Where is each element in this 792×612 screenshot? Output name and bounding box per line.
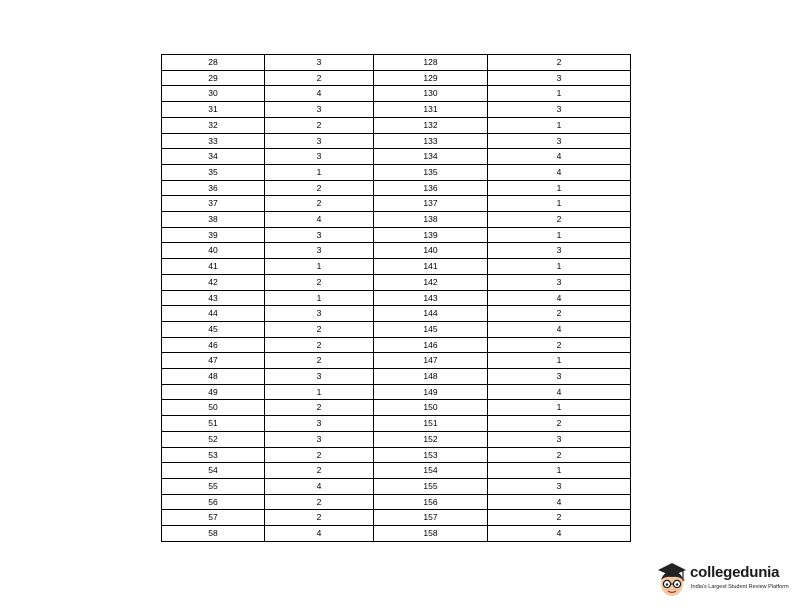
table-cell: 3 — [488, 274, 631, 290]
table-row — [162, 274, 631, 290]
table-cell: 3 — [488, 70, 631, 86]
table-row — [162, 353, 631, 369]
table-row — [162, 70, 631, 86]
table-cell: 2 — [265, 196, 374, 212]
table-cell: 142 — [374, 274, 488, 290]
table-cell: 4 — [265, 478, 374, 494]
table-cell: 29 — [162, 70, 265, 86]
table-cell: 2 — [265, 400, 374, 416]
table-cell: 1 — [265, 164, 374, 180]
table-cell: 36 — [162, 180, 265, 196]
table-row — [162, 102, 631, 118]
table-cell: 4 — [265, 526, 374, 542]
table-row — [162, 369, 631, 385]
table-cell: 3 — [488, 133, 631, 149]
table-cell: 1 — [488, 227, 631, 243]
table-cell: 1 — [265, 290, 374, 306]
table-cell: 133 — [374, 133, 488, 149]
table-cell: 43 — [162, 290, 265, 306]
table-cell: 151 — [374, 416, 488, 432]
table-cell: 54 — [162, 463, 265, 479]
table-cell: 1 — [265, 384, 374, 400]
table-row — [162, 510, 631, 526]
table-cell: 3 — [265, 416, 374, 432]
table-cell: 31 — [162, 102, 265, 118]
table-cell: 2 — [265, 70, 374, 86]
table-cell: 4 — [265, 212, 374, 228]
table-cell: 141 — [374, 259, 488, 275]
table-cell: 138 — [374, 212, 488, 228]
table-row — [162, 117, 631, 133]
table-cell: 149 — [374, 384, 488, 400]
logo-tagline: India's Largest Student Review Platform — [691, 584, 789, 590]
table-cell: 154 — [374, 463, 488, 479]
table-cell: 34 — [162, 149, 265, 165]
table-row — [162, 494, 631, 510]
table-cell: 134 — [374, 149, 488, 165]
table-cell: 44 — [162, 306, 265, 322]
table-cell: 33 — [162, 133, 265, 149]
table-row — [162, 55, 631, 71]
table-cell: 53 — [162, 447, 265, 463]
table-cell: 3 — [265, 227, 374, 243]
table-cell: 41 — [162, 259, 265, 275]
table-row — [162, 431, 631, 447]
table-cell: 135 — [374, 164, 488, 180]
table-cell: 51 — [162, 416, 265, 432]
table-cell: 2 — [488, 212, 631, 228]
table-cell: 3 — [265, 306, 374, 322]
table-cell: 37 — [162, 196, 265, 212]
table-cell: 52 — [162, 431, 265, 447]
table-cell: 56 — [162, 494, 265, 510]
table-row — [162, 416, 631, 432]
table-cell: 1 — [488, 400, 631, 416]
table-cell: 1 — [265, 259, 374, 275]
table-cell: 3 — [488, 243, 631, 259]
table-cell: 3 — [265, 431, 374, 447]
table-cell: 158 — [374, 526, 488, 542]
table-cell: 4 — [488, 321, 631, 337]
table-cell: 157 — [374, 510, 488, 526]
table-row — [162, 526, 631, 542]
table-cell: 2 — [265, 337, 374, 353]
table-cell: 152 — [374, 431, 488, 447]
table-row — [162, 149, 631, 165]
table-cell: 39 — [162, 227, 265, 243]
table-cell: 148 — [374, 369, 488, 385]
table-cell: 2 — [265, 274, 374, 290]
table-cell: 45 — [162, 321, 265, 337]
table-cell: 3 — [265, 55, 374, 71]
answer-key-table — [161, 54, 631, 542]
table-cell: 3 — [265, 369, 374, 385]
table-cell: 2 — [488, 306, 631, 322]
table-cell: 3 — [488, 102, 631, 118]
table-cell: 4 — [488, 164, 631, 180]
table-cell: 32 — [162, 117, 265, 133]
table-cell: 30 — [162, 86, 265, 102]
table-cell: 144 — [374, 306, 488, 322]
table-cell: 3 — [265, 102, 374, 118]
table-cell: 50 — [162, 400, 265, 416]
table-row — [162, 321, 631, 337]
table-row — [162, 164, 631, 180]
table-cell: 1 — [488, 117, 631, 133]
table-cell: 4 — [488, 290, 631, 306]
table-cell: 3 — [488, 478, 631, 494]
table-cell: 4 — [488, 494, 631, 510]
table-cell: 2 — [265, 463, 374, 479]
table-row — [162, 196, 631, 212]
table-row — [162, 133, 631, 149]
table-cell: 2 — [265, 510, 374, 526]
table-cell: 150 — [374, 400, 488, 416]
table-cell: 139 — [374, 227, 488, 243]
table-cell: 3 — [265, 243, 374, 259]
table-cell: 3 — [265, 133, 374, 149]
table-cell: 58 — [162, 526, 265, 542]
table-cell: 2 — [488, 416, 631, 432]
table-row — [162, 337, 631, 353]
table-cell: 35 — [162, 164, 265, 180]
table-cell: 1 — [488, 463, 631, 479]
table-cell: 1 — [488, 180, 631, 196]
table-cell: 145 — [374, 321, 488, 337]
table-cell: 2 — [265, 180, 374, 196]
table-cell: 2 — [265, 447, 374, 463]
table-cell: 1 — [488, 259, 631, 275]
table-cell: 147 — [374, 353, 488, 369]
table-cell: 155 — [374, 478, 488, 494]
table-cell: 2 — [488, 447, 631, 463]
table-cell: 128 — [374, 55, 488, 71]
table-cell: 2 — [488, 55, 631, 71]
table-cell: 2 — [488, 510, 631, 526]
table-cell: 4 — [265, 86, 374, 102]
table-cell: 156 — [374, 494, 488, 510]
table-cell: 140 — [374, 243, 488, 259]
mascot-icon — [654, 560, 690, 600]
table-cell: 131 — [374, 102, 488, 118]
table-cell: 129 — [374, 70, 488, 86]
table-row — [162, 259, 631, 275]
table-cell: 1 — [488, 196, 631, 212]
table-cell: 4 — [488, 384, 631, 400]
table-row — [162, 384, 631, 400]
table-cell: 57 — [162, 510, 265, 526]
table-row — [162, 447, 631, 463]
table-cell: 48 — [162, 369, 265, 385]
table-cell: 2 — [488, 337, 631, 353]
table-cell: 2 — [265, 494, 374, 510]
table-cell: 143 — [374, 290, 488, 306]
table-row — [162, 227, 631, 243]
table-cell: 3 — [488, 431, 631, 447]
table-row — [162, 212, 631, 228]
table-cell: 2 — [265, 353, 374, 369]
logo-wordmark: collegedunia — [690, 564, 780, 581]
collegedunia-logo — [654, 560, 789, 600]
table-row — [162, 400, 631, 416]
table-cell: 146 — [374, 337, 488, 353]
table-row — [162, 478, 631, 494]
table-cell: 132 — [374, 117, 488, 133]
table-cell: 1 — [488, 86, 631, 102]
table-row — [162, 243, 631, 259]
table-row — [162, 463, 631, 479]
table-row — [162, 290, 631, 306]
table-cell: 2 — [265, 321, 374, 337]
table-cell: 3 — [488, 369, 631, 385]
table-cell: 55 — [162, 478, 265, 494]
table-row — [162, 180, 631, 196]
table-row — [162, 306, 631, 322]
table-cell: 4 — [488, 526, 631, 542]
table-cell: 40 — [162, 243, 265, 259]
table-cell: 4 — [488, 149, 631, 165]
table-cell: 47 — [162, 353, 265, 369]
answer-key-body — [162, 55, 631, 542]
table-cell: 28 — [162, 55, 265, 71]
table-cell: 136 — [374, 180, 488, 196]
table-cell: 2 — [265, 117, 374, 133]
table-cell: 153 — [374, 447, 488, 463]
table-cell: 42 — [162, 274, 265, 290]
table-cell: 130 — [374, 86, 488, 102]
table-cell: 46 — [162, 337, 265, 353]
table-cell: 137 — [374, 196, 488, 212]
table-cell: 49 — [162, 384, 265, 400]
table-row — [162, 86, 631, 102]
table-cell: 38 — [162, 212, 265, 228]
table-cell: 1 — [488, 353, 631, 369]
table-cell: 3 — [265, 149, 374, 165]
